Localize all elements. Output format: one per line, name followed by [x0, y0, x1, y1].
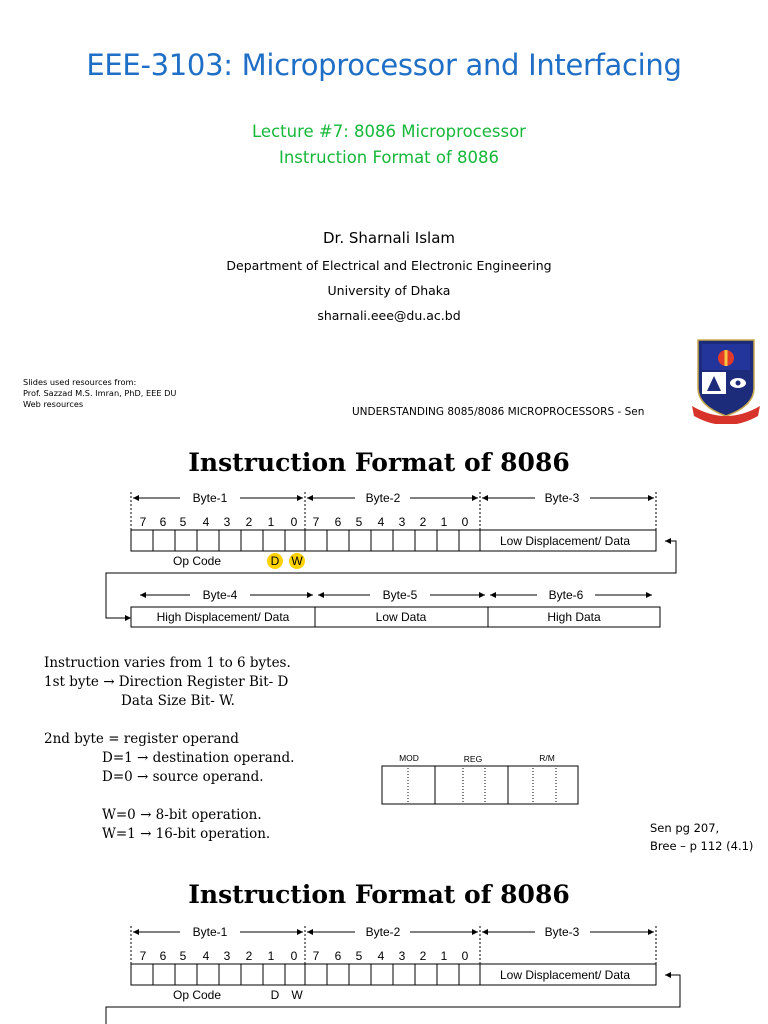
bit-number: 6: [159, 949, 167, 963]
bit-number: 0: [290, 515, 298, 529]
low-displacement-cell: Low Displacement/ Data: [499, 534, 631, 548]
byte-label: Byte-1: [192, 491, 228, 505]
bit-number: 1: [267, 949, 275, 963]
note-line: D=0 → source operand.: [102, 769, 264, 785]
bit-number: 4: [377, 949, 385, 963]
credits-line: Slides used resources from:: [23, 377, 137, 387]
section-heading: Instruction Format of 8086: [188, 448, 570, 477]
bit-number: 4: [202, 515, 210, 529]
opcode-label: Op Code: [172, 554, 222, 568]
author-name: Dr. Sharnali Islam: [322, 229, 455, 247]
low-data-cell: Low Data: [375, 610, 427, 624]
note-line: W=1 → 16-bit operation.: [102, 826, 271, 842]
bit-number: 6: [159, 515, 167, 529]
bit-number: 7: [312, 949, 320, 963]
note-line: Instruction varies from 1 to 6 bytes.: [44, 655, 291, 671]
bit-number: 7: [139, 949, 147, 963]
w-bit-label: W: [291, 988, 303, 1002]
low-displacement-cell: Low Displacement/ Data: [499, 968, 631, 982]
note-line: W=0 → 8-bit operation.: [102, 807, 262, 823]
instruction-notes: [44, 654, 294, 844]
d-bit-label: D: [270, 554, 280, 568]
mod-field-label: MOD: [399, 753, 419, 763]
bit-number: 3: [398, 949, 406, 963]
note-line: 1st byte → Direction Register Bit- D: [44, 674, 289, 690]
lecture-subtitle: Instruction Format of 8086: [278, 148, 500, 167]
bit-number: 0: [290, 949, 298, 963]
bit-number: 0: [461, 515, 469, 529]
bit-number: 3: [223, 515, 231, 529]
byte-label: Byte-1: [192, 925, 228, 939]
bit-number: 5: [355, 515, 363, 529]
bit-number: 5: [355, 949, 363, 963]
bit-number: 1: [440, 515, 448, 529]
bit-number: 1: [267, 515, 275, 529]
bit-number: 4: [202, 949, 210, 963]
course-title: EEE-3103: Microprocessor and Interfacing: [86, 48, 682, 82]
book-reference: UNDERSTANDING 8085/8086 MICROPROCESSORS - Sen: [352, 406, 645, 418]
opcode-label: Op Code: [172, 988, 222, 1002]
department: Department of Electrical and Electronic Engineering: [226, 258, 552, 273]
bit-number: 5: [179, 515, 187, 529]
byte-label: Byte-4: [202, 588, 238, 602]
section-heading: Instruction Format of 8086: [188, 880, 570, 909]
high-data-cell: High Data: [547, 610, 601, 624]
bit-number: 2: [419, 949, 427, 963]
email: sharnali.eee@du.ac.bd: [317, 308, 461, 323]
bit-number: 2: [245, 515, 253, 529]
bit-number: 6: [334, 515, 342, 529]
byte-label: Byte-3: [544, 491, 580, 505]
reference-line: Bree – p 112 (4.1): [650, 839, 754, 853]
university: University of Dhaka: [327, 283, 451, 298]
credits: [23, 377, 176, 410]
byte-label: Byte-6: [548, 588, 584, 602]
note-line: Data Size Bit- W.: [121, 693, 235, 709]
bit-number: 7: [312, 515, 320, 529]
bit-number: 3: [223, 949, 231, 963]
bit-number: 5: [179, 949, 187, 963]
page-reference: [650, 819, 753, 855]
byte-label: Byte-2: [365, 491, 401, 505]
reg-field-label: REG: [463, 754, 483, 764]
lecture-title: Lecture #7: 8086 Microprocessor: [252, 122, 526, 141]
credits-line: Web resources: [23, 399, 84, 409]
reference-line: Sen pg 207,: [650, 821, 720, 835]
bit-number: 4: [377, 515, 385, 529]
d-bit-label: D: [270, 988, 280, 1002]
bit-number: 6: [334, 949, 342, 963]
credits-line: Prof. Sazzad M.S. Imran, PhD, EEE DU: [23, 388, 177, 398]
modrm-diagram: [380, 752, 580, 808]
rm-field-label: R/M: [539, 753, 555, 763]
university-seal-logo: [690, 336, 762, 424]
high-displacement-cell: High Displacement/ Data: [156, 610, 290, 624]
bit-number: 0: [461, 949, 469, 963]
bit-number: 3: [398, 515, 406, 529]
bit-number: 1: [440, 949, 448, 963]
instruction-format-diagram-2: [100, 922, 685, 1024]
bit-number: 2: [419, 515, 427, 529]
byte-label: Byte-3: [544, 925, 580, 939]
byte-label: Byte-2: [365, 925, 401, 939]
byte-label: Byte-5: [382, 588, 418, 602]
bit-number: 7: [139, 515, 147, 529]
bit-number: 2: [245, 949, 253, 963]
note-line: 2nd byte = register operand: [44, 731, 239, 747]
note-line: D=1 → destination operand.: [102, 750, 295, 766]
instruction-format-diagram: [100, 488, 685, 633]
w-bit-label: W: [291, 554, 303, 568]
